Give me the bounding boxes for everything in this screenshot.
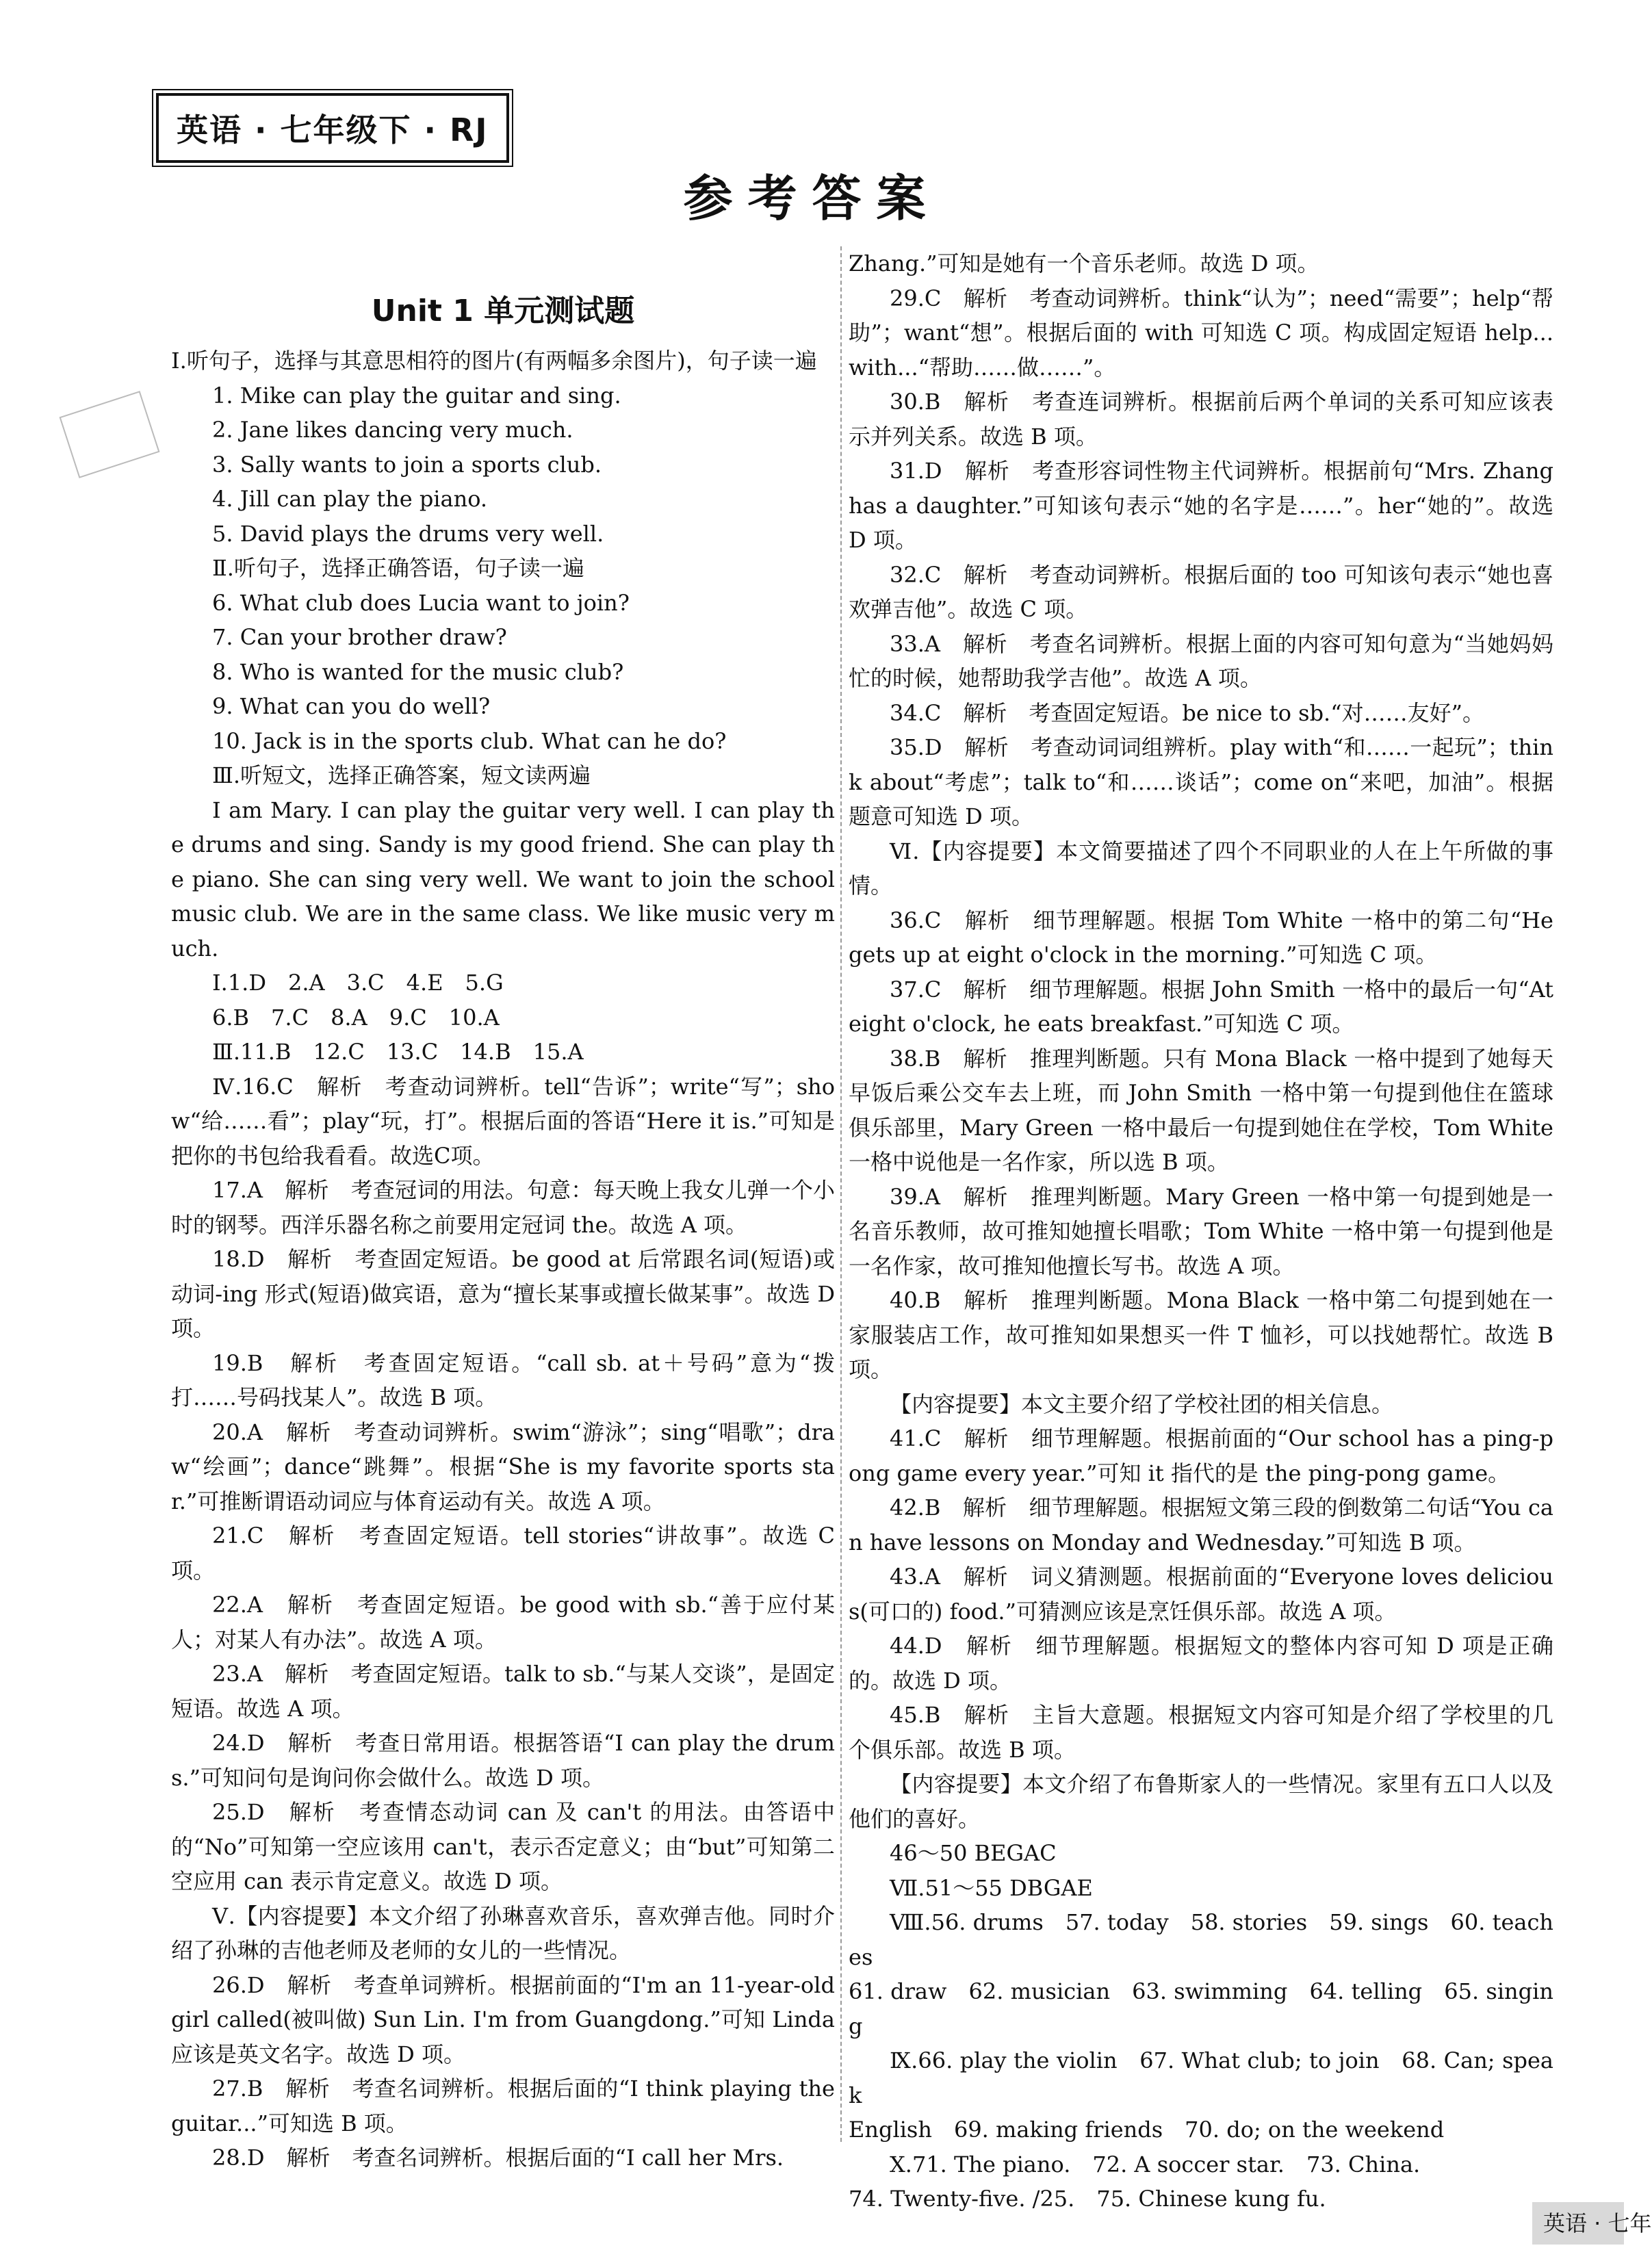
answer-line: 61. draw 62. musician 63. swimming 64. telling 65. singing: [849, 1978, 1553, 2039]
answer-line: 46～50 BEGAC: [890, 1840, 1057, 1866]
answer-line: 38.B 解析 推理判断题。只有 Mona Black 一格中提到了她每天早饭后乘公交车去上班，而 John Smith 一格中第一句提到他住在篮球俱乐部里，Mary Green 一格中最后一句提到她住在学校，Tom White 一格中说他是一名作家，所以选 B 项。: [849, 1045, 1553, 1175]
answer-line: 17.A 解析 考查冠词的用法。句意：每天晚上我女儿弹一个小时的钢琴。西洋乐器名称之前要用定冠词 the。故选 A 项。: [171, 1177, 835, 1238]
answer-line: Ⅴ.【内容提要】本文介绍了孙琳喜欢音乐，喜欢弹吉他。同时介绍了孙琳的吉他老师及老师的女儿的一些情况。: [171, 1902, 835, 1963]
answer-line: 9. What can you do well?: [212, 693, 491, 719]
answer-line: 6.B 7.C 8.A 9.C 10.A: [212, 1004, 500, 1031]
answer-line: 22.A 解析 考查固定短语。be good with sb.“善于应付某人；对某人有办法”。故选 A 项。: [171, 1592, 835, 1653]
answer-line: 26.D 解析 考查单词辨析。根据前面的“I'm an 11-year-old girl called(被叫做) Sun Lin. I'm from Guangdong.”可知 Linda 应该是英文名字。故选 D 项。: [171, 1971, 835, 2067]
answer-line: Ⅵ.【内容提要】本文简要描述了四个不同职业的人在上午所做的事情。: [849, 838, 1553, 898]
answer-line: 20.A 解析 考查动词辨析。swim“游泳”；sing“唱歌”；draw“绘画”；dance“跳舞”。根据“She is my favorite sports star.”可推断谓语动词应与体育运动有关。故选 A 项。: [171, 1419, 835, 1514]
answer-line: 44.D 解析 细节理解题。根据短文的整体内容可知 D 项是正确的。故选 D 项。: [849, 1633, 1553, 1694]
answer-line: Ⅸ.66. play the violin 67. What club; to join 68. Can; speak: [849, 2047, 1553, 2108]
answer-line: 31.D 解析 考查形容词性物主代词辨析。根据前句“Mrs. Zhang has a daughter.”可知该句表示“她的名字是……”。her“她的”。故选 D 项。: [849, 458, 1553, 553]
answer-line: 27.B 解析 考查名词辨析。根据后面的“I think playing the guitar...”可知选 B 项。: [171, 2076, 835, 2136]
answer-line: 32.C 解析 考查动词辨析。根据后面的 too 可知该句表示“她也喜欢弹吉他”。故选 C 项。: [849, 561, 1553, 622]
answer-line: Ⅱ.听句子，选择正确答语，句子读一遍: [212, 555, 584, 581]
answer-line: 4. Jill can play the piano.: [212, 486, 488, 512]
answer-line: Ⅲ.听短文，选择正确答案，短文读两遍: [212, 762, 591, 788]
answer-line: Ⅹ.71. The piano. 72. A soccer star. 73. China.: [890, 2151, 1421, 2177]
answer-line: 【内容提要】本文主要介绍了学校社团的相关信息。: [890, 1391, 1394, 1417]
section-title: Unit 1 单元测试题: [371, 294, 635, 328]
answer-line: 29.C 解析 考查动词辨析。think“认为”；need“需要”；help“帮助”；want“想”。根据后面的 with 可知选 C 项。构成固定短语 help... with...“帮助……做……”。: [849, 285, 1553, 380]
answer-line: 28.D 解析 考查名词辨析。根据后面的“I call her Mrs.: [212, 2145, 784, 2171]
answer-line: 5. David plays the drums very well.: [212, 520, 604, 547]
answer-line: 34.C 解析 考查固定短语。be nice to sb.“对……友好”。: [890, 699, 1484, 726]
answer-line: Ⅶ.51～55 DBGAE: [890, 1874, 1093, 1901]
answer-line: 【内容提要】本文介绍了布鲁斯家人的一些情况。家里有五口人以及他们的喜好。: [849, 1771, 1553, 1832]
answer-line: 35.D 解析 考查动词词组辨析。play with“和……一起玩”；think about“考虑”；talk to“和……谈话”；come on“来吧，加油”。根据题意可知选 D 项。: [849, 734, 1553, 829]
answer-line: English 69. making friends 70. do; on the weekend: [849, 2117, 1445, 2143]
answer-line: 7. Can your brother draw?: [212, 624, 507, 650]
left-column: [171, 246, 835, 2175]
answer-line: 8. Who is wanted for the music club?: [212, 658, 624, 685]
answer-line: Ⅰ.听句子，选择与其意思相符的图片(有两幅多余图片)，句子读一遍: [171, 348, 817, 374]
answer-line: I am Mary. I can play the guitar very well. I can play the drums and sing. Sandy is my good friend. She can play the piano. She can sing very well. We want to join the school music club. We are in the same class. We like music very much.: [171, 797, 835, 961]
footer-tab: 英语 · 七年: [1532, 2202, 1624, 2245]
answer-line: 21.C 解析 考查固定短语。tell stories“讲故事”。故选 C 项。: [171, 1523, 835, 1583]
answer-line: 42.B 解析 细节理解题。根据短文第三段的倒数第二句话“You can have lessons on Monday and Wednesday.”可知选 B 项。: [849, 1495, 1553, 1555]
answer-line: 18.D 解析 考查固定短语。be good at 后常跟名词(短语)或动词-ing 形式(短语)做宾语，意为“擅长某事或擅长做某事”。故选 D 项。: [171, 1246, 835, 1341]
watermark-stamp: [60, 391, 160, 478]
answer-line: Ⅷ.56. drums 57. today 58. stories 59. sings 60. teaches: [849, 1909, 1553, 1970]
answer-line: 6. What club does Lucia want to join?: [212, 589, 630, 616]
page-title: 参考答案: [683, 169, 941, 227]
answer-line: Zhang.”可知是她有一个音乐老师。故选 D 项。: [849, 250, 1319, 276]
answer-line: 41.C 解析 细节理解题。根据前面的“Our school has a ping-pong game every year.”可知 it 指代的是 the ping-pong game。: [849, 1425, 1553, 1486]
answer-line: 3. Sally wants to join a sports club.: [212, 451, 602, 478]
answer-line: 23.A 解析 考查固定短语。talk to sb.“与某人交谈”，是固定短语。故选 A 项。: [171, 1661, 835, 1722]
subject-grade-tag: 英语 · 七年级下 · RJ: [156, 93, 509, 163]
answer-line: 25.D 解析 考查情态动词 can 及 can't 的用法。由答语中的“No”可知第一空应该用 can't，表示否定意义；由“but”可知第二空应用 can 表示肯定意义。故选 D 项。: [171, 1799, 835, 1894]
answer-line: 24.D 解析 考查日常用语。根据答语“I can play the drums.”可知问句是询问你会做什么。故选 D 项。: [171, 1730, 835, 1791]
column-divider: [840, 246, 842, 2142]
answer-line: 36.C 解析 细节理解题。根据 Tom White 一格中的第二句“He gets up at eight o'clock in the morning.”可知选 C 项。: [849, 907, 1553, 968]
answer-line: 30.B 解析 考查连词辨析。根据前后两个单词的关系可知应该表示并列关系。故选 B 项。: [849, 389, 1553, 450]
answer-line: Ⅳ.16.C 解析 考查动词辨析。tell“告诉”；write“写”；show“给……看”；play“玩，打”。根据后面的答语“Here it is.”可知是把你的书包给我看看。故选C项。: [171, 1073, 835, 1169]
answer-line: 43.A 解析 词义猜测题。根据前面的“Everyone loves delicious(可口的) food.”可猜测应该是烹饪俱乐部。故选 A 项。: [849, 1564, 1553, 1625]
answer-line: 37.C 解析 细节理解题。根据 John Smith 一格中的最后一句“At eight o'clock, he eats breakfast.”可知选 C 项。: [849, 976, 1553, 1037]
answer-line: Ⅲ.11.B 12.C 13.C 14.B 15.A: [212, 1039, 584, 1065]
answer-line: 33.A 解析 考查名词辨析。根据上面的内容可知句意为“当她妈妈忙的时候，她帮助我学吉他”。故选 A 项。: [849, 630, 1553, 691]
answer-line: 1. Mike can play the guitar and sing.: [212, 382, 621, 409]
answer-line: 39.A 解析 推理判断题。Mary Green 一格中第一句提到她是一名音乐教师，故可推知她擅长唱歌；Tom White 一格中第一句提到他是一名作家，故可推知他擅长写书。故选 A 项。: [849, 1183, 1553, 1279]
answer-line: 10. Jack is in the sports club. What can he do?: [212, 727, 727, 754]
left-column-body: [171, 344, 835, 2175]
answer-line: 40.B 解析 推理判断题。Mona Black 一格中第二句提到她在一家服装店工作，故可推知如果想买一件 T 恤衫，可以找她帮忙。故选 B 项。: [849, 1287, 1553, 1382]
right-column-body: [849, 246, 1553, 2216]
answer-line: Ⅰ.1.D 2.A 3.C 4.E 5.G: [212, 970, 504, 996]
right-column: [849, 246, 1553, 2216]
answer-line: 19.B 解析 考查固定短语。“call sb. at＋号码”意为“拨打……号码找某人”。故选 B 项。: [171, 1349, 835, 1410]
answer-line: 45.B 解析 主旨大意题。根据短文内容可知是介绍了学校里的几个俱乐部。故选 B 项。: [849, 1702, 1553, 1763]
answer-line: 2. Jane likes dancing very much.: [212, 417, 573, 443]
answer-line: 74. Twenty-five. /25. 75. Chinese kung fu.: [849, 2186, 1326, 2212]
